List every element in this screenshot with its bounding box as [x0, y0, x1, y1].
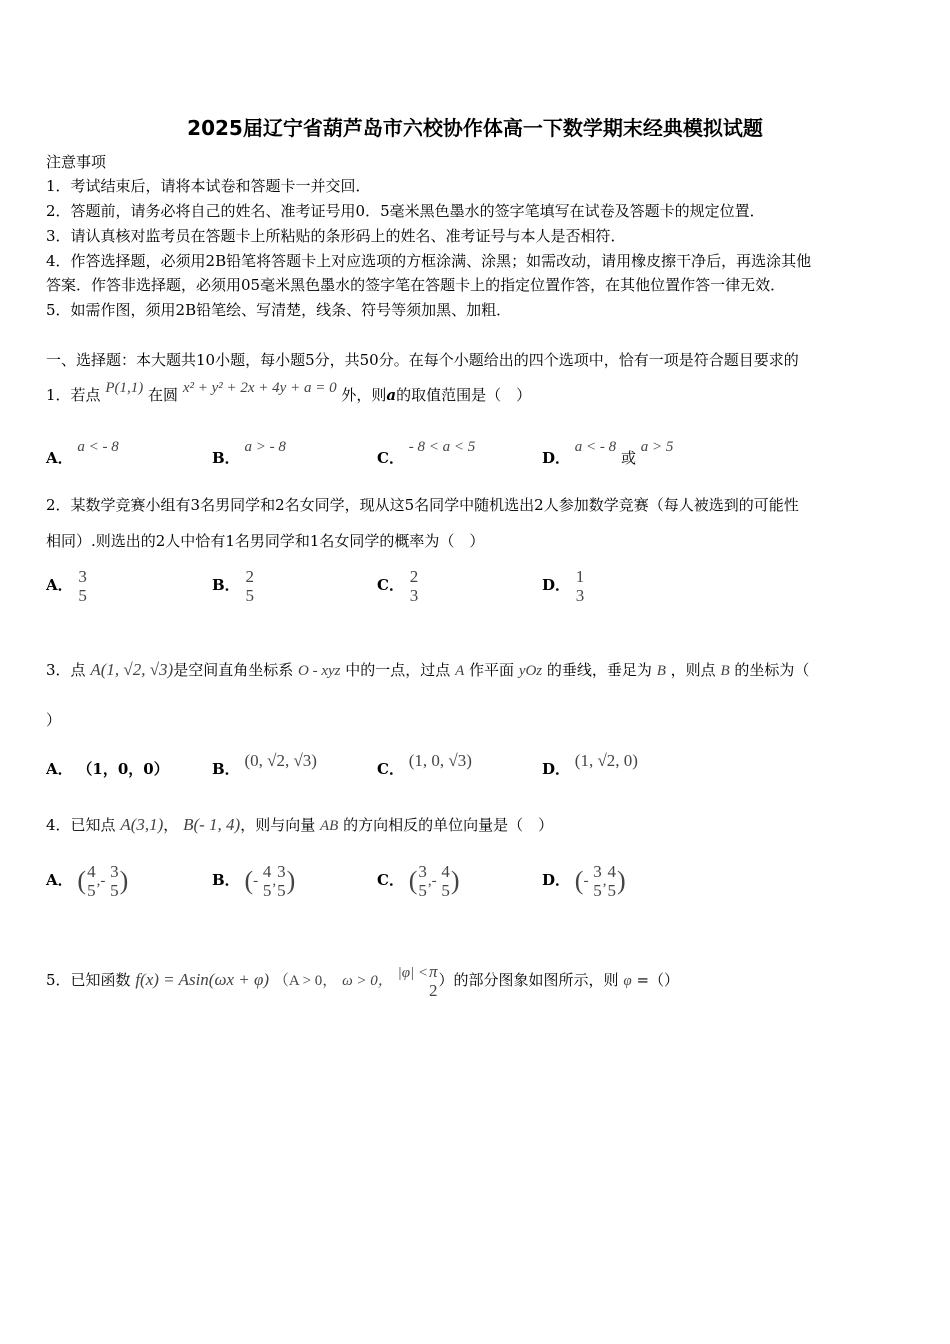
q1-option-c[interactable]	[377, 435, 476, 467]
fraction: 3 5	[78, 567, 87, 605]
question-4	[46, 815, 553, 836]
q1-var: a	[386, 386, 397, 404]
q3-option-d[interactable]	[542, 750, 638, 778]
option-label: A．	[46, 760, 73, 778]
option-label: A．	[46, 449, 73, 467]
q3-text: ，则点	[670, 661, 716, 679]
q4-option-d[interactable]: D． (- 3 5 , 4 5 )	[542, 862, 626, 900]
option-label: D．	[542, 449, 571, 467]
q3-text: 的垂线，垂足为	[546, 661, 652, 679]
fraction: 2 3	[409, 567, 419, 605]
q1-text: 在圆	[148, 386, 179, 404]
option-math: a > 5	[640, 439, 674, 455]
q1-text: 若点	[70, 386, 101, 404]
q4-option-a[interactable]: A． ( 4 5 ,- 3 5 )	[46, 862, 129, 900]
q1-point: P(1,1)	[105, 380, 144, 396]
option-label: C．	[377, 760, 404, 778]
q4-option-b[interactable]: B． (- 4 5 , 3 5 )	[212, 862, 296, 900]
q3-text: 3．点	[46, 661, 86, 679]
option-label: D．	[542, 760, 571, 778]
option-text: （1，0，0）	[77, 760, 169, 778]
option-math: (1, 0, √3)	[408, 751, 472, 770]
q5-text: =（）	[636, 971, 680, 989]
q2-option-d[interactable]	[542, 567, 585, 605]
option-math: (0, √2, √3)	[244, 751, 317, 770]
fraction: 2 5	[245, 567, 254, 605]
option-math: a < - 8	[77, 439, 119, 455]
section-heading: 一、选择题：本大题共10小题，每小题5分，共50分。在每个小题给出的四个选项中，恰有一项是符合题目要求的	[46, 351, 799, 369]
q4-text: ，	[163, 816, 179, 834]
q5-text: ）的部分图象如图所示，则	[438, 971, 619, 989]
q1-text: 的取值范围是（ ）	[396, 386, 532, 404]
option-math: (1, √2, 0)	[574, 751, 638, 770]
q1-circle-equation: x² + y² + 2x + 4y + a = 0	[182, 380, 337, 396]
option-label: B．	[212, 449, 240, 467]
q3-option-a[interactable]	[46, 758, 169, 779]
question-2-line-2: 相同）.则选出的2人中恰有1名男同学和1名女同学的概率为（ ）	[46, 532, 485, 550]
notice-item: 答案．作答非选择题，必须用05毫米黑色墨水的签字笔在答题卡上的指定位置作答，在其他位置作答一律无效．	[46, 276, 786, 294]
notice-heading: 注意事项	[46, 153, 107, 171]
q3-text: 是空间直角坐标系	[173, 661, 294, 679]
q4-option-c[interactable]: C． ( 3 5 ,- 4 5 )	[377, 862, 460, 900]
option-label: B．	[212, 760, 240, 778]
question-1	[46, 380, 532, 406]
question-5	[46, 958, 679, 1003]
q5-condition: |φ| <	[397, 965, 429, 981]
option-joiner: 或	[620, 449, 636, 467]
option-label: A．	[46, 576, 73, 594]
option-math: a < - 8	[574, 439, 617, 455]
q4-text: 的方向相反的单位向量是（ ）	[343, 816, 554, 834]
q2-option-a[interactable]	[46, 567, 88, 605]
q1-num: 1．	[46, 386, 71, 404]
notice-item: 5．如需作图，须用2B铅笔绘、写清楚，线条、符号等须加黑、加粗．	[46, 301, 512, 319]
notice-item: 3．请认真核对监考员在答题卡上所粘贴的条形码上的姓名、准考证号与本人是否相符．	[46, 227, 626, 245]
q3-a: A	[455, 663, 465, 679]
q3-text: 的坐标为（	[734, 661, 810, 679]
question-2-line-1: 2．某数学竞赛小组有3名男同学和2名女同学，现从这5名同学中随机选出2人参加数学竞赛（每人被选到的可能性	[46, 496, 799, 514]
q1-text: 外，则	[341, 386, 387, 404]
q3-system: O - xyz	[298, 663, 341, 679]
q3-option-b[interactable]	[212, 750, 317, 778]
q3-plane: yOz	[518, 663, 543, 679]
q3-text: 中的一点，过点	[345, 661, 451, 679]
fraction: π 2	[429, 962, 438, 1000]
q1-option-d[interactable]	[542, 435, 674, 467]
q3-b: B	[656, 663, 666, 679]
q4-text: ，则与向量	[240, 816, 316, 834]
q1-option-b[interactable]	[212, 435, 286, 467]
q4-point-b: B(- 1, 4)	[183, 815, 241, 834]
notice-item: 2．答题前，请务必将自己的姓名、准考证号用0．5毫米黑色墨水的签字笔填写在试卷及答题卡的规定位置．	[46, 202, 765, 220]
option-math: a > - 8	[244, 439, 286, 455]
q4-text: 4．已知点	[46, 816, 116, 834]
option-label: B．	[212, 576, 240, 594]
q3-option-c[interactable]	[377, 750, 472, 778]
page-title: 2025届辽宁省葫芦岛市六校协作体高一下数学期末经典模拟试题	[187, 116, 763, 140]
q3-b: B	[720, 663, 730, 679]
option-label: D．	[542, 871, 571, 889]
q5-phi: φ	[623, 973, 632, 989]
option-math: - 8 < a < 5	[408, 439, 476, 455]
q4-point-a: A(3,1)	[120, 815, 164, 834]
notice-item: 1．考试结束后，请将本试卷和答题卡一并交回．	[46, 177, 371, 195]
q3-text: 作平面	[469, 661, 515, 679]
option-label: A．	[46, 871, 73, 889]
q2-option-b[interactable]	[212, 567, 255, 605]
option-label: C．	[377, 576, 404, 594]
question-3-line-2: ）	[46, 711, 62, 729]
option-label: C．	[377, 871, 404, 889]
q1-option-a[interactable]	[46, 435, 119, 467]
q2-option-c[interactable]	[377, 567, 419, 605]
q5-text: 5．已知函数	[46, 971, 131, 989]
option-label: B．	[212, 871, 240, 889]
q5-function: f(x) = Asin(ωx + φ)	[135, 970, 270, 989]
q5-condition: （A > 0，	[273, 973, 338, 989]
fraction: 1 3	[575, 567, 585, 605]
q5-condition: ω > 0，	[342, 973, 393, 989]
option-label: D．	[542, 576, 571, 594]
q4-vector: AB	[320, 818, 339, 834]
option-label: C．	[377, 449, 404, 467]
notice-item: 4．作答选择题，必须用2B铅笔将答题卡上对应选项的方框涂满、涂黑；如需改动，请用橡皮擦干净后，再选涂其他	[46, 252, 812, 270]
q3-point-a: A(1, √2, √3)	[90, 660, 174, 679]
question-3	[46, 660, 809, 681]
